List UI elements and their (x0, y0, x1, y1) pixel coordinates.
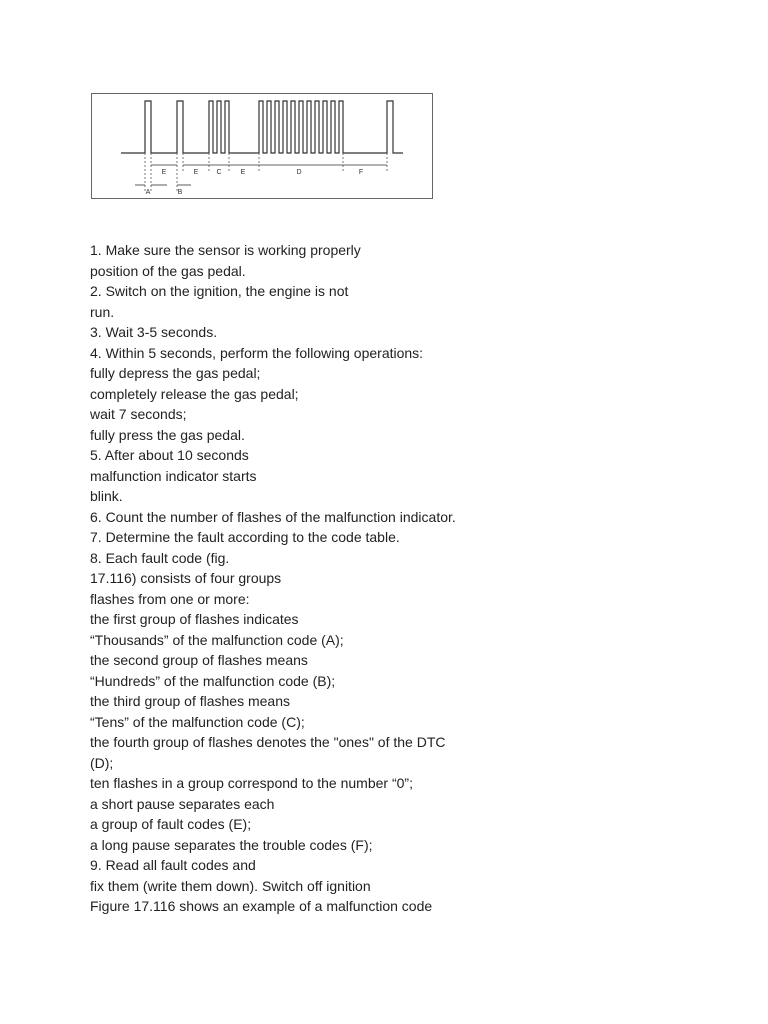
text-line: the first group of flashes indicates (90, 611, 299, 627)
label-b: B (177, 189, 183, 196)
text-line: 7. Determine the fault according to the code table. (90, 529, 400, 545)
label-f: F (358, 169, 364, 176)
pulse-waveform (121, 101, 403, 153)
label-e-2: E (193, 169, 199, 176)
instructions-text (90, 240, 690, 917)
label-e-1: E (161, 169, 167, 176)
text-line: 2. Switch on the ignition, the engine is not (90, 283, 349, 299)
text-line: fully depress the gas pedal; (90, 365, 261, 381)
label-d: D (296, 169, 302, 176)
text-line: wait 7 seconds; (90, 406, 187, 422)
text-line: (D); (90, 754, 114, 771)
flash-code-diagram-svg (91, 93, 433, 199)
label-e-3: E (240, 169, 246, 176)
text-line: run. (90, 303, 115, 320)
text-line: a group of fault codes (E); (90, 816, 252, 832)
text-line: “Hundreds” of the malfunction code (B); (90, 672, 336, 689)
text-line: flashes from one or more: (90, 590, 250, 607)
text-line: ten flashes in a group correspond to the number “0”; (90, 775, 413, 791)
text-line: the third group of flashes means (90, 693, 291, 709)
text-line: a long pause separates the trouble codes (F); (90, 836, 373, 853)
text-line: 9. Read all fault codes and (90, 857, 256, 873)
text-line: 3. Wait 3-5 seconds. (90, 324, 218, 340)
text-line: Figure 17.116 shows an example of a malfunction code (90, 898, 433, 914)
flash-code-diagram (91, 93, 433, 199)
text-line: blink. (90, 488, 123, 504)
text-line: position of the gas pedal. (90, 262, 246, 279)
text-line: completely release the gas pedal; (90, 385, 299, 402)
text-line: 6. Count the number of flashes of the malfunction indicator. (90, 508, 456, 525)
text-line: the fourth group of flashes denotes the "ones" of the DTC (90, 734, 446, 750)
text-line: “Tens” of the malfunction code (C); (90, 713, 305, 730)
text-line: 5. After about 10 seconds (90, 447, 249, 463)
label-c: C (216, 169, 222, 176)
text-line: fix them (write them down). Switch off ignition (90, 877, 371, 894)
dimension-arrows (135, 165, 387, 185)
text-line: 17.116) consists of four groups (90, 570, 282, 586)
text-line: fully press the gas pedal. (90, 426, 245, 443)
text-line: “Thousands” of the malfunction code (A); (90, 631, 344, 648)
text-line: 1. Make sure the sensor is working properly (90, 242, 361, 258)
text-line: 8. Each fault code (fig. (90, 549, 230, 566)
text-line: 4. Within 5 seconds, perform the following operations: (90, 344, 424, 361)
diagram-frame (92, 94, 433, 199)
text-line: malfunction indicator starts (90, 467, 257, 484)
label-a: A (145, 189, 151, 196)
text-line: the second group of flashes means (90, 652, 308, 668)
text-line: a short pause separates each (90, 795, 275, 812)
